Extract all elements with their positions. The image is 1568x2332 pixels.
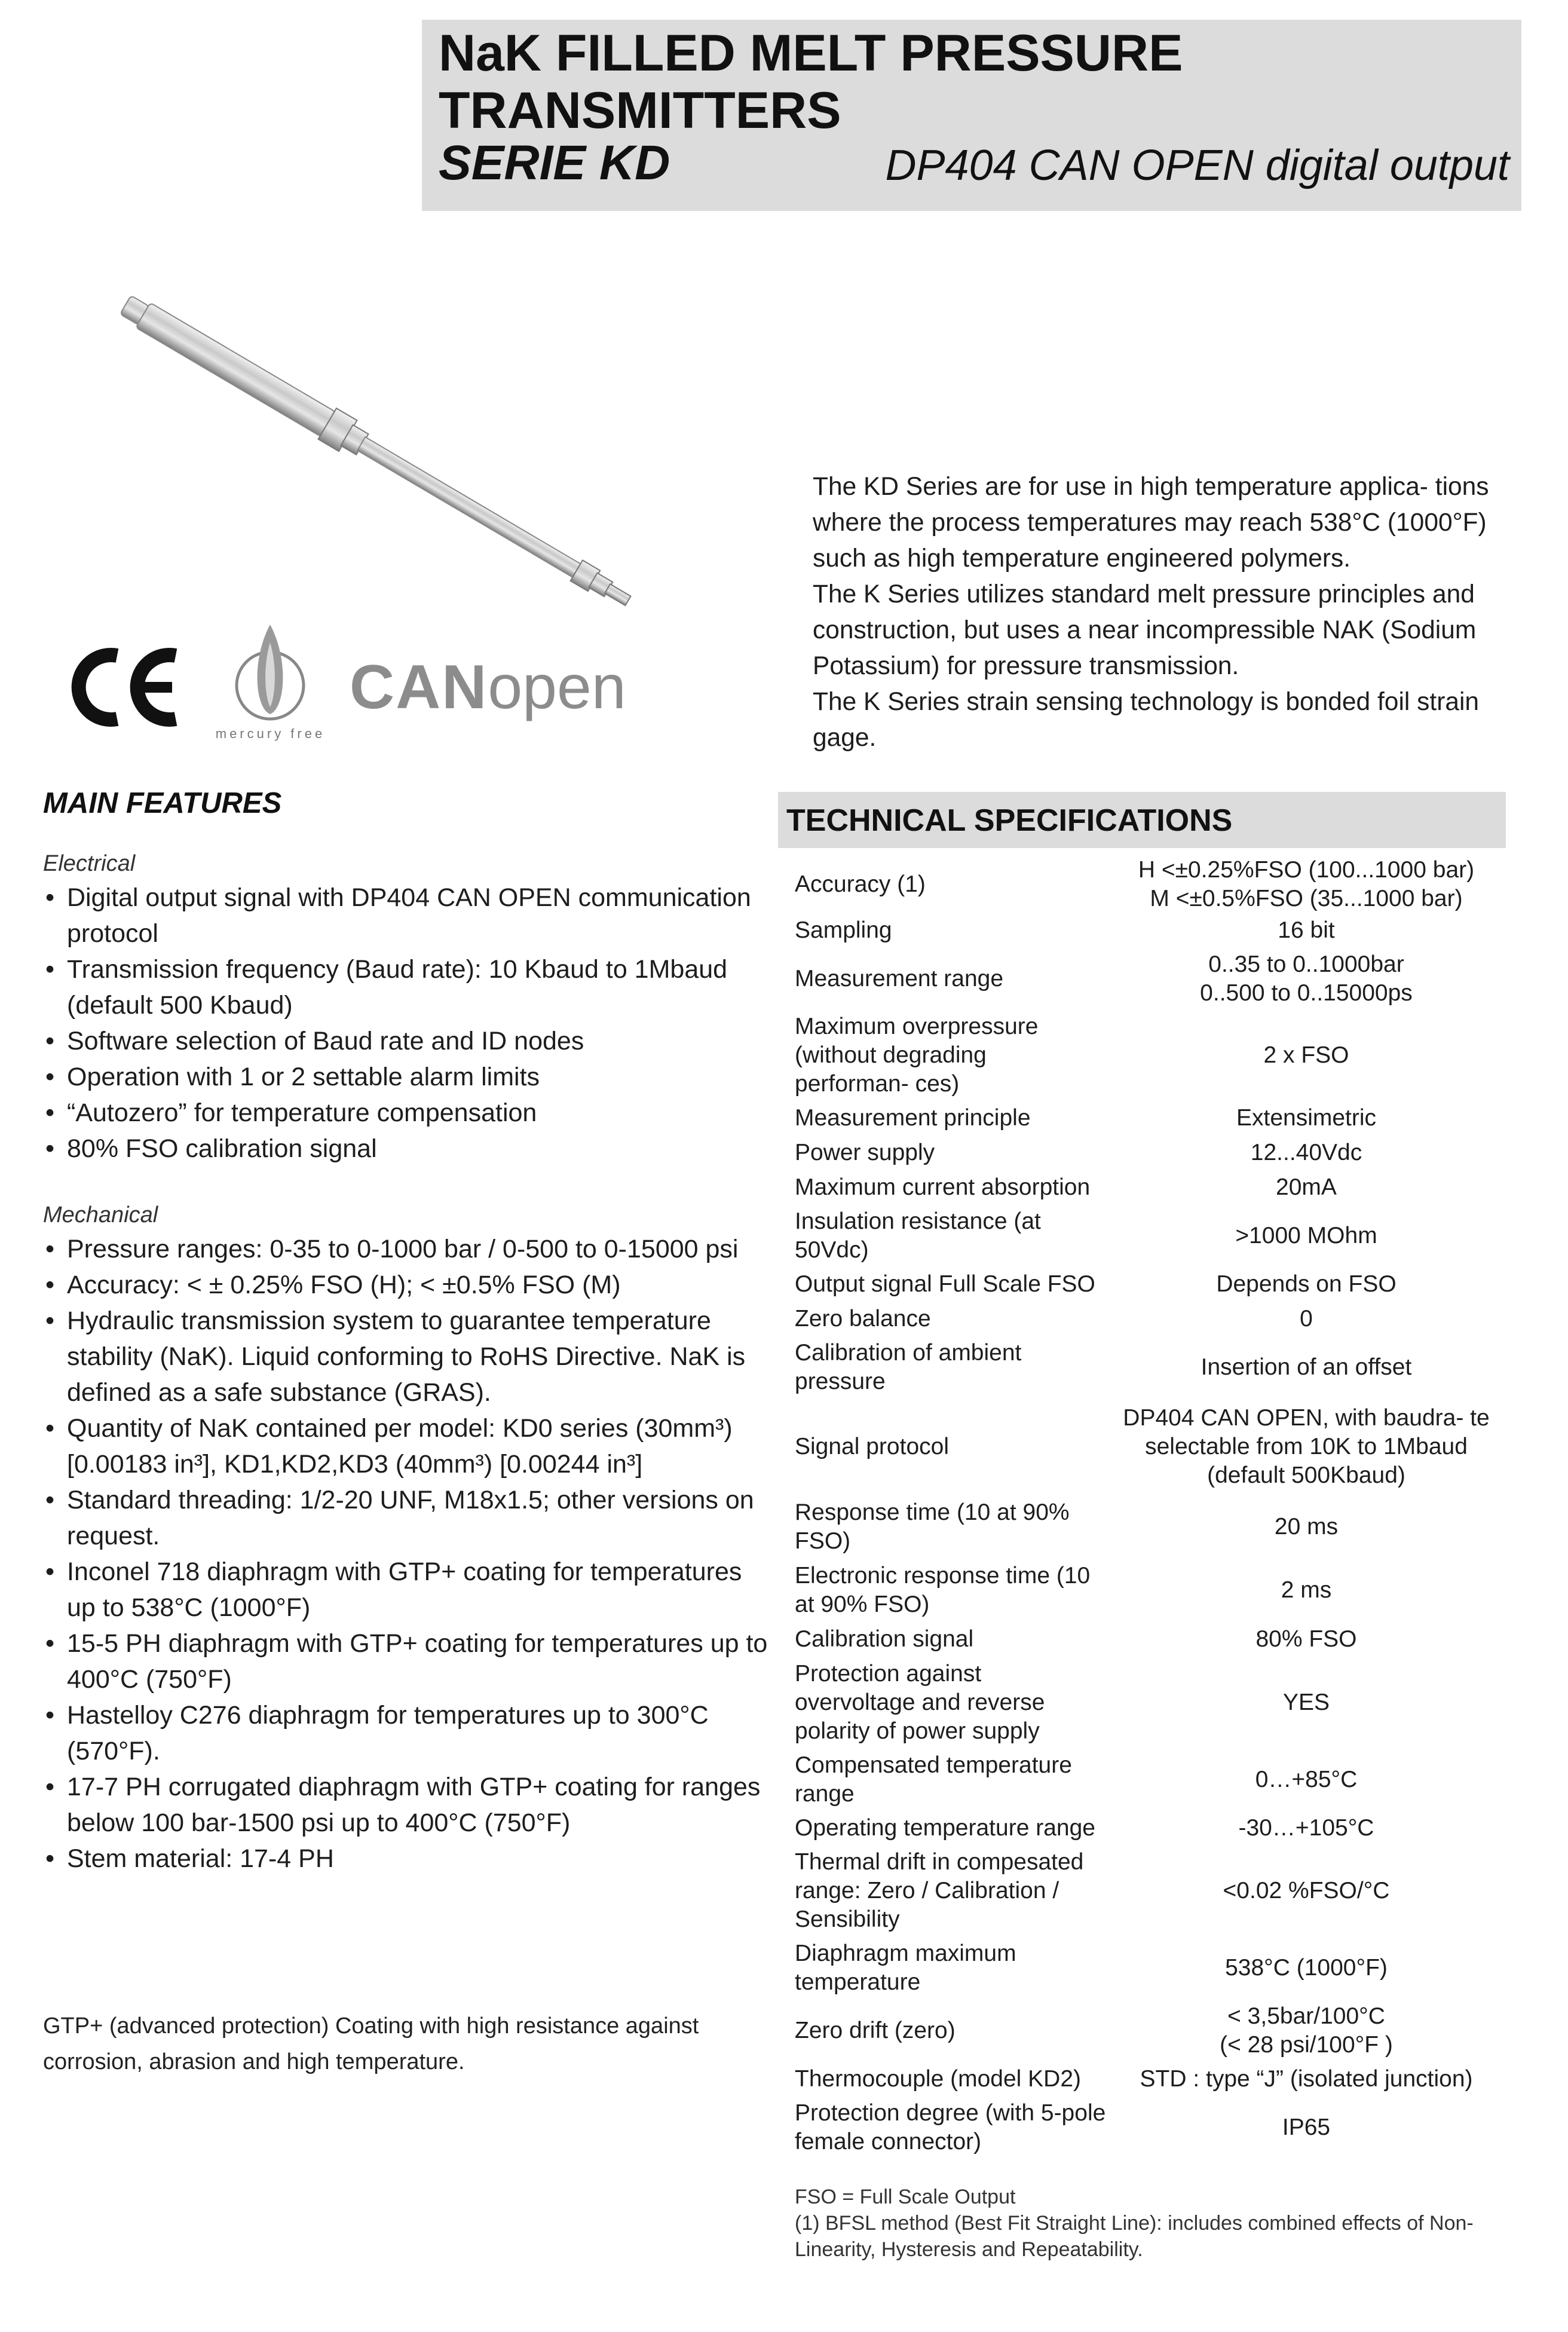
spec-row [778, 1657, 1506, 1749]
spec-label: Sampling [795, 917, 892, 943]
feature-item: • 15-5 PH diaphragm with GTP+ coating for temperatures up to 400°C (750°F) [43, 1626, 772, 1697]
spec-label: Measurement range [795, 966, 1004, 991]
spec-value: <0.02 %FSO/°C [1223, 1878, 1390, 1903]
spec-row [778, 913, 1506, 948]
spec-row [778, 1010, 1506, 1101]
spec-row [778, 1495, 1506, 1559]
spec-value: 0 [1300, 1306, 1313, 1332]
spec-value: 80% FSO [1255, 1626, 1357, 1652]
spec-label: Diaphragm maximum temperature [795, 1941, 1016, 1995]
spec-footnotes [795, 2184, 1512, 2263]
spec-value-line: 0..35 to 0..1000bar [1208, 951, 1404, 977]
spec-value: STD : type “J” (isolated junction) [1140, 2066, 1473, 2092]
spec-value: DP404 CAN OPEN, with baudra- te selectable from 10K to 1Mbaud (default 500Kbaud) [1123, 1405, 1490, 1488]
intro-paragraph: The KD Series are for use in high temperature applica- tions where the process temperatures may reach 538°C (1000°F) such as high temperature engineered polymers. [813, 473, 1489, 573]
feature-item: • Accuracy: < ± 0.25% FSO (H); < ±0.5% FSO (M) [43, 1267, 772, 1303]
spec-row [778, 1559, 1506, 1622]
droplet-icon [200, 619, 341, 726]
tech-specs-header [778, 792, 1506, 848]
feature-item: • Hastelloy C276 diaphragm for temperatures up to 300°C (570°F). [43, 1697, 772, 1769]
output-type: DP404 CAN OPEN digital output [885, 142, 1509, 189]
spec-row [778, 1205, 1506, 1267]
canopen-logo [350, 654, 626, 720]
main-features-heading: MAIN FEATURES [43, 787, 282, 819]
spec-label: Protection degree (with 5-pole female connector) [795, 2100, 1106, 2155]
spec-value: Insertion of an offset [1200, 1354, 1412, 1380]
spec-value: YES [1282, 1690, 1330, 1715]
feature-item: • Operation with 1 or 2 settable alarm limits [43, 1059, 772, 1095]
feature-item: • 17-7 PH corrugated diaphragm with GTP+ coating for ranges below 100 bar-1500 psi up to 400°C (750°F) [43, 1769, 772, 1841]
transmitter-product-image [102, 281, 687, 639]
spec-value: 2 x FSO [1263, 1042, 1349, 1068]
intro-description [813, 469, 1530, 756]
spec-value [1107, 2002, 1506, 2059]
electrical-features-list [43, 880, 772, 1167]
spec-label: Zero drift (zero) [795, 2018, 956, 2043]
spec-label: Maximum overpressure (without degrading performan- ces) [795, 1014, 1039, 1097]
spec-row [778, 2062, 1506, 2097]
intro-paragraph: The K Series utilizes standard melt pressure principles and construction, but uses a near incompressible NAK (Sodium Potassium) for pressure transmission. [813, 580, 1477, 680]
tech-specs-title: TECHNICAL SPECIFICATIONS [786, 803, 1233, 838]
spec-value-line: 0..500 to 0..15000ps [1200, 980, 1413, 1006]
gtp-coating-note: GTP+ (advanced protection) Coating with high resistance against corrosion, abrasion and high temperature. [43, 2013, 699, 2074]
spec-row [778, 1398, 1506, 1495]
feature-item: • Pressure ranges: 0-35 to 0-1000 bar / 0-500 to 0-15000 psi [43, 1231, 772, 1267]
spec-value: 20 ms [1274, 1514, 1339, 1540]
feature-item: • Quantity of NaK contained per model: KD0 series (30mm³) [0.00183 in³], KD1,KD2,KD3 (40mm³) [0.00244 in³] [43, 1410, 772, 1482]
document-title [439, 25, 1183, 139]
spec-label: Measurement principle [795, 1105, 1031, 1131]
mercury-free-text: mercury free [215, 726, 326, 741]
spec-value: 12...40Vdc [1250, 1140, 1362, 1165]
spec-label: Calibration of ambient pressure [795, 1340, 1022, 1394]
spec-label: Thermocouple (model KD2) [795, 2066, 1082, 2092]
feature-item: • Hydraulic transmission system to guarantee temperature stability (NaK). Liquid conforming to RoHS Directive. NaK is defined as a safe substance (GRAS). [43, 1303, 772, 1410]
spec-label: Signal protocol [795, 1434, 949, 1459]
electrical-section-label: Electrical [43, 851, 136, 876]
spec-row [778, 1622, 1506, 1657]
canopen-logo-bold: CAN [350, 653, 488, 722]
tech-specs-table [778, 856, 1506, 2159]
feature-item: • Standard threading: 1/2-20 UNF, M18x1.5; other versions on request. [43, 1482, 772, 1554]
feature-item: • “Autozero” for temperature compensation [43, 1095, 772, 1131]
spec-value-line: (< 28 psi/100°F ) [1220, 2032, 1393, 2058]
spec-row [778, 1302, 1506, 1336]
mechanical-features-list [43, 1231, 772, 1877]
spec-value: Extensimetric [1236, 1105, 1377, 1131]
spec-label: Accuracy (1) [795, 871, 926, 897]
feature-item: • Software selection of Baud rate and ID nodes [43, 1023, 772, 1059]
spec-label: Calibration signal [795, 1626, 974, 1652]
spec-label: Compensated temperature range [795, 1752, 1072, 1807]
footnote: (1) BFSL method (Best Fit Straight Line): includes combined effects of Non- Linearity, Hysteresis and Repeatability. [795, 2212, 1474, 2261]
spec-row [778, 1749, 1506, 1811]
spec-label: Protection against overvoltage and reverse polarity of power supply [795, 1661, 1045, 1744]
ce-mark-logo [65, 642, 184, 732]
spec-row [778, 1336, 1506, 1398]
spec-label: Insulation resistance (at 50Vdc) [795, 1208, 1041, 1263]
spec-row [778, 1136, 1506, 1170]
spec-value: -30…+105°C [1238, 1815, 1374, 1841]
spec-row [778, 1811, 1506, 1846]
spec-row [778, 856, 1506, 913]
feature-item: • 80% FSO calibration signal [43, 1131, 772, 1167]
spec-label: Response time (10 at 90% FSO) [795, 1499, 1070, 1554]
feature-item: • Stem material: 17-4 PH [43, 1841, 772, 1877]
spec-value: 20mA [1276, 1174, 1337, 1200]
spec-row [778, 1101, 1506, 1136]
canopen-logo-light: open [488, 653, 626, 722]
spec-value [1107, 950, 1506, 1008]
spec-label: Operating temperature range [795, 1815, 1095, 1841]
spec-label: Power supply [795, 1140, 935, 1165]
spec-value-line: H <±0.25%FSO (100...1000 bar) [1138, 857, 1475, 883]
spec-label: Electronic response time (10 at 90% FSO) [795, 1563, 1091, 1617]
spec-row [778, 2097, 1506, 2159]
spec-value: >1000 MOhm [1235, 1223, 1377, 1248]
spec-value-line: M <±0.5%FSO (35...1000 bar) [1150, 886, 1463, 911]
spec-label: Thermal drift in compesated range: Zero / Calibration / Sensibility [795, 1849, 1084, 1932]
spec-row [778, 1170, 1506, 1205]
title-line-1: NaK FILLED MELT PRESSURE [439, 25, 1183, 82]
spec-value-line: < 3,5bar/100°C [1227, 2003, 1385, 2029]
feature-item: • Inconel 718 diaphragm with GTP+ coating for temperatures up to 538°C (1000°F) [43, 1554, 772, 1626]
spec-value: 538°C (1000°F) [1225, 1955, 1388, 1981]
spec-value [1107, 856, 1506, 913]
mercury-free-logo [200, 619, 341, 744]
feature-item: • Digital output signal with DP404 CAN OPEN communication protocol [43, 880, 772, 951]
spec-value: 2 ms [1281, 1577, 1332, 1603]
spec-row [778, 1846, 1506, 1936]
spec-value: Depends on FSO [1216, 1271, 1396, 1297]
spec-label: Maximum current absorption [795, 1174, 1091, 1200]
intro-paragraph: The K Series strain sensing technology is bonded foil strain gage. [813, 688, 1480, 752]
spec-label: Zero balance [795, 1306, 931, 1332]
mechanical-section-label: Mechanical [43, 1202, 158, 1228]
feature-item: • Transmission frequency (Baud rate): 10 Kbaud to 1Mbaud (default 500 Kbaud) [43, 951, 772, 1023]
spec-row [778, 1936, 1506, 2000]
series-name: SERIE KD [439, 136, 670, 190]
spec-row [778, 1267, 1506, 1302]
spec-value: 0…+85°C [1255, 1767, 1358, 1792]
title-line-2: TRANSMITTERS [439, 82, 841, 139]
header-banner [422, 20, 1521, 211]
spec-value: IP65 [1282, 2114, 1331, 2140]
footnote: FSO = Full Scale Output [795, 2186, 1016, 2208]
spec-label: Output signal Full Scale FSO [795, 1271, 1095, 1297]
spec-value: 16 bit [1278, 917, 1335, 943]
spec-row [778, 2000, 1506, 2062]
spec-row [778, 948, 1506, 1010]
